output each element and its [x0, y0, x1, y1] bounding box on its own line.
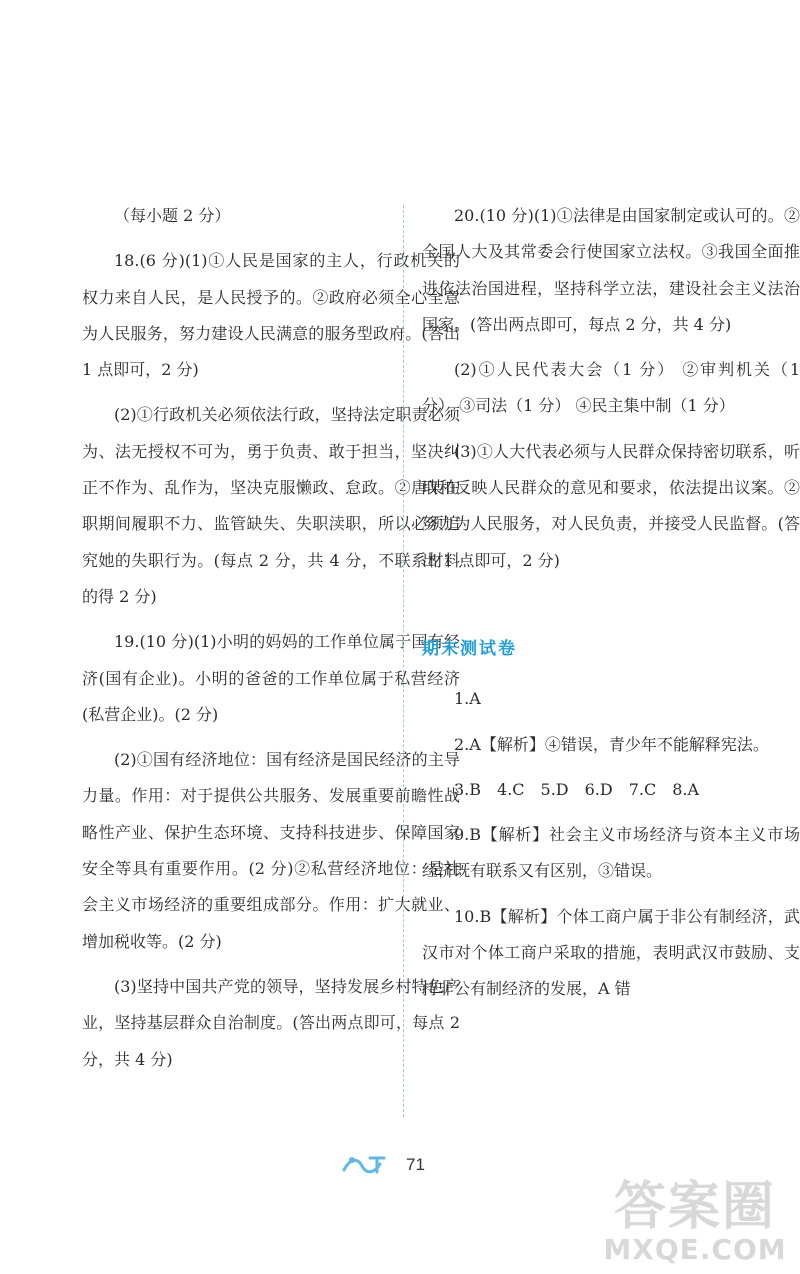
publisher-logo-icon [340, 1152, 392, 1178]
right-column [422, 198, 800, 1008]
answer-19-part2: (2)①国有经济地位：国有经济是国民经济的主导力量。作用：对于提供公共服务、发展重要前瞻性战略性产业、保护生态环境、支持科技进步、保障国家安全等具有重要作用。(2 分)②私营经济地位：是社会主义市场经济的重要组成部分。作用：扩大就业、增加税收等。(2 分) [82, 750, 460, 951]
answer-18-part2: (2)①行政机关必须依法行政，坚持法定职责必须为、法无授权不可为，勇于负责、敢于担当，坚决纠正不作为、乱作为，坚决克服懒政、怠政。②唐某在职期间履职不力、监管缺失、失职渎职，所以必须追究她的失职行为。(每点 2 分，共 4 分，不联系材料的得 2 分) [82, 405, 460, 606]
watermark-url: MXQE.COM [603, 1233, 787, 1266]
answer-19-part1: 19.(10 分)(1)小明的妈妈的工作单位属于国有经济(国有企业)。小明的爸爸的工作单位属于私营经济(私营企业)。(2 分) [82, 632, 460, 724]
answer-note: （每小题 2 分） [114, 206, 231, 225]
final-answer-10: 10.B【解析】个体工商户属于非公有制经济，武汉市对个体工商户采取的措施，表明武汉市鼓励、支持非公有制经济的发展，A 错 [422, 906, 800, 999]
answer-20-part1: 20.(10 分)(1)①法律是由国家制定或认可的。②全国人大及其常委会行使国家立法权。③我国全面推进依法治国进程，坚持科学立法，建设社会主义法治国家。(答出两点即可，每点 2 分，共 4 分) [422, 206, 800, 334]
answer-20-part2: (2)①人民代表大会（1 分） ②审判机关（1 分） ③司法（1 分） ④民主集中制（1 分） [422, 360, 800, 416]
final-answers-3-8: 3.B 4.C 5.D 6.D 7.C 8.A [454, 779, 700, 799]
final-answer-9: 9.B【解析】社会主义市场经济与资本主义市场经济既有联系又有区别，③错误。 [422, 825, 800, 881]
page-footer [340, 1150, 425, 1180]
column-divider [403, 205, 404, 1117]
answer-20-part3: (3)①人大代表必须与人民群众保持密切联系，听取和反映人民群众的意见和要求，依法提出议案。②努力为人民服务，对人民负责，并接受人民监督。(答出 1 点即可，2 分) [422, 441, 800, 570]
page-number: 71 [406, 1155, 425, 1174]
section-title: 期末测试卷 [422, 638, 517, 659]
final-answer-2: 2.A【解析】④错误，青少年不能解释宪法。 [454, 734, 769, 754]
watermark [600, 1178, 790, 1268]
watermark-logo: 答案圈 [613, 1177, 776, 1237]
answer-18-part1: 18.(6 分)(1)①人民是国家的主人，行政机关的权力来自人民，是人民授予的。②政府必须全心全意为人民服务，努力建设人民满意的服务型政府。(答出 1 点即可，2 分) [82, 251, 460, 380]
answer-19-part3: (3)坚持中国共产党的领导，坚持发展乡村特色产业，坚持基层群众自治制度。(答出两点即可，每点 2 分，共 4 分) [82, 976, 460, 1069]
final-answer-1: 1.A [454, 689, 481, 709]
